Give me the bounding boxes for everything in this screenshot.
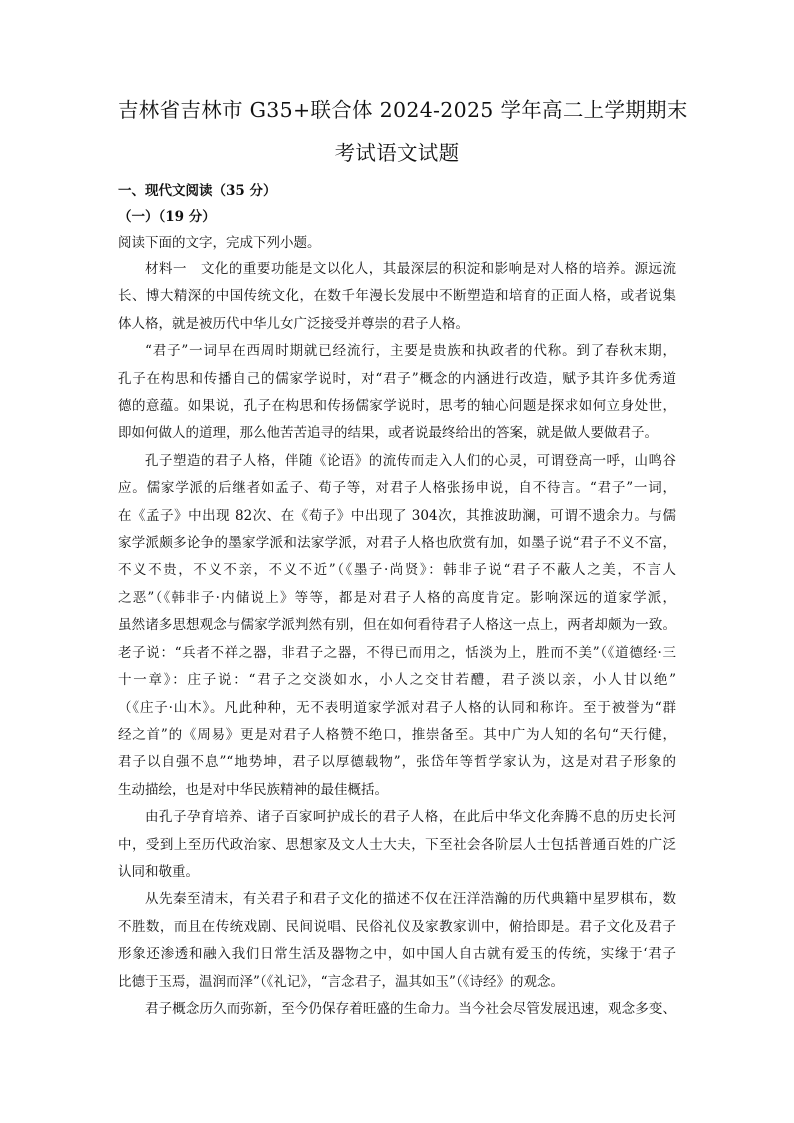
document-title <box>118 92 688 172</box>
paragraph-line: 形象还渗透和融入我们日常生活及器物之中，如中国人自古就有爱玉的传统，实缘于‘君子 <box>118 946 676 963</box>
paragraph-line: 体人格，就是被历代中华儿女广泛接受并尊崇的君子人格。 <box>118 315 469 332</box>
paragraph-line: 比德于玉焉，温润而泽”（《礼记》，“言念君子，温其如玉”（《诗经》的观念。 <box>118 973 564 990</box>
paragraph-line: “君子”一词早在西周时期就已经流行，主要是贵族和执政者的代称。到了春秋末期， <box>145 343 676 360</box>
title-line-1: 吉林省吉林市 G35+联合体 2024-2025 学年高二上学期期末 <box>118 98 688 122</box>
paragraph-line: 认同和敬重。 <box>118 863 199 880</box>
paragraph-line: 材料一 文化的重要功能是文以化人，其最深层的积淀和影响是对人格的培养。源远流 <box>145 261 676 277</box>
passage-paragraph <box>118 338 676 448</box>
section-heading: 一、现代文阅读（35 分） <box>118 183 277 199</box>
passage-body <box>118 256 676 1023</box>
paragraph-line: 老子说：“兵者不祥之器，非君子之器，不得已而用之，恬淡为上，胜而不美”（《道德经·三 <box>118 644 676 661</box>
paragraph-line: 从先秦至清末，有关君子和君子文化的描述不仅在汪洋浩瀚的历代典籍中星罗棋布，数 <box>145 891 676 908</box>
paragraph-line: 即如何做人的道理，那么他苦苦追寻的结果，或者说最终给出的答案，就是做人要做君子。 <box>118 425 658 442</box>
reading-instruction: 阅读下面的文字，完成下列小题。 <box>118 235 321 251</box>
paragraph-line: 虽然诸多思想观念与儒家学派判然有别，但在如何看待君子人格这一点上，两者却颇为一致。 <box>118 617 676 634</box>
subsection-heading: （一）（19 分） <box>118 209 216 225</box>
paragraph-line: 家学派颇多论争的墨家学派和法家学派，对君子人格也欣赏有加，如墨子说“君子不义不富， <box>118 535 676 552</box>
passage-paragraph <box>118 256 676 338</box>
paragraph-line: 经之首”的《周易》更是对君子人格赞不绝口，推崇备至。其中广为人知的名句“天行健， <box>118 726 676 743</box>
passage-paragraph <box>118 804 676 886</box>
paragraph-line: 孔子在构思和传播自己的儒家学说时，对“君子”概念的内涵进行改造，赋予其许多优秀道 <box>118 370 676 387</box>
passage-paragraph <box>118 996 676 1023</box>
paragraph-line: 应。儒家学派的后继者如孟子、荀子等，对君子人格张扬申说，自不待言。“君子”一词， <box>118 480 676 497</box>
passage-paragraph <box>118 886 676 996</box>
paragraph-line: 由孔子孕育培养、诸子百家呵护成长的君子人格，在此后中华文化奔腾不息的历史长河 <box>145 809 676 826</box>
paragraph-line: 孔子塑造的君子人格，伴随《论语》的流传而走入人们的心灵，可谓登高一呼，山鸣谷 <box>145 452 676 469</box>
passage-paragraph <box>118 448 676 804</box>
paragraph-line: 生动描绘，也是对中华民族精神的最佳概括。 <box>118 781 388 798</box>
title-line-2: 考试语文试题 <box>334 141 460 165</box>
paragraph-line: 中，受到上至历代政治家、思想家及文人士大夫，下至社会各阶层人士包括普通百姓的广泛 <box>118 836 676 853</box>
paragraph-line: 不义不贵，不义不亲，不义不近”（《墨子·尚贤》：韩非子说“君子不蔽人之美，不言人 <box>118 562 676 579</box>
paragraph-line: 君子以自强不息”“地势坤，君子以厚德载物”，张岱年等哲学家认为，这是对君子形象的 <box>118 754 676 771</box>
paragraph-line: 君子概念历久而弥新，至今仍保存着旺盛的生命力。当今社会尽管发展迅速，观念多变、 <box>145 1000 676 1017</box>
paragraph-line: 在《孟子》中出现 82次、在《荀子》中出现了 304次，其推波助澜，可谓不遗余力。与儒 <box>118 507 676 524</box>
paragraph-line: 十一章》：庄子说：“君子之交淡如水，小人之交甘若醴，君子淡以亲，小人甘以绝” <box>118 672 676 689</box>
paragraph-line: 长、博大精深的中国传统文化，在数千年漫长发展中不断塑造和培育的正面人格，或者说集 <box>118 288 676 305</box>
paragraph-line: 不胜数，而且在传统戏剧、民间说唱、民俗礼仪及家教家训中，俯拾即是。君子文化及君子 <box>118 918 676 935</box>
paragraph-line: （《庄子·山木》。凡此种种，无不表明道家学派对君子人格的认同和称许。至于被誉为“群 <box>118 699 676 716</box>
paragraph-line: 德的意蕴。如果说，孔子在构思和传扬儒家学说时，思考的轴心问题是探求如何立身处世， <box>118 398 676 415</box>
paragraph-line: 之恶”（《韩非子·内储说上》等等，都是对君子人格的高度肯定。影响深远的道家学派， <box>118 589 676 606</box>
